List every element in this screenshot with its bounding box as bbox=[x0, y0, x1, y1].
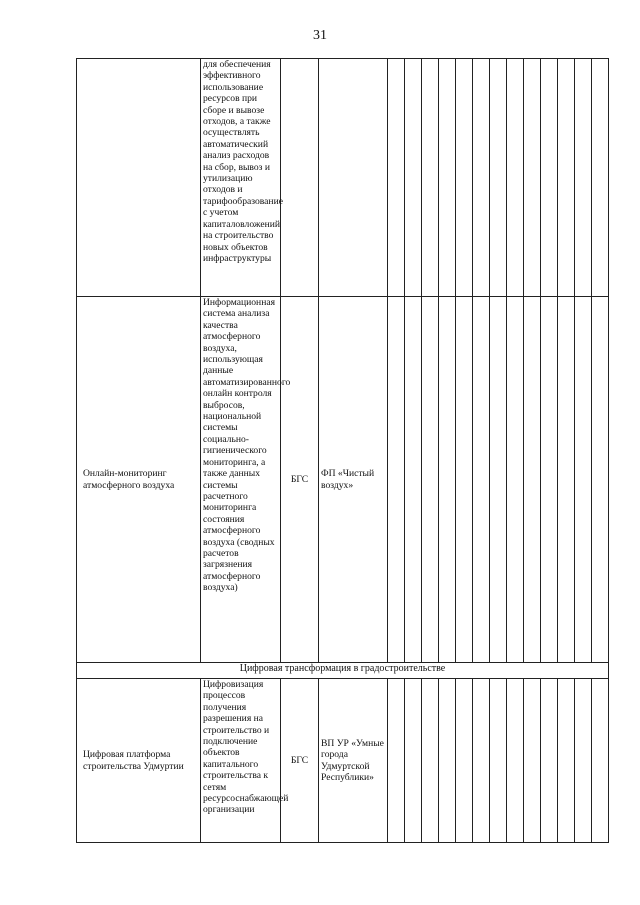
program-cell: ВП УР «Умные города Удмуртской Республики» bbox=[319, 679, 388, 843]
empty-cell bbox=[439, 297, 456, 663]
program-cell bbox=[319, 59, 388, 297]
empty-cell bbox=[490, 679, 507, 843]
project-name-cell: Онлайн-мониторинг атмосферного воздуха bbox=[77, 297, 201, 663]
empty-cell bbox=[592, 59, 609, 297]
empty-cell bbox=[456, 679, 473, 843]
empty-cell bbox=[473, 59, 490, 297]
empty-cell bbox=[439, 59, 456, 297]
section-heading: Цифровая трансформация в градостроительстве bbox=[77, 663, 609, 679]
empty-cell bbox=[456, 297, 473, 663]
empty-cell bbox=[575, 679, 592, 843]
empty-cell bbox=[473, 297, 490, 663]
empty-cell bbox=[422, 679, 439, 843]
description-cell: для обеспечения эффективного использование ресурсов при сборе и вывозе отходов, а также осуществлять автоматический анализ расходов на сбор, вывоз и утилизацию отходов и тарифообразование с учетом капиталовложений на строительство новых объектов инфраструктуры bbox=[201, 59, 281, 297]
project-name-cell: Цифровая платформа строительства Удмуртии bbox=[77, 679, 201, 843]
empty-cell bbox=[388, 59, 405, 297]
empty-cell bbox=[388, 679, 405, 843]
empty-cell bbox=[422, 59, 439, 297]
page-number: 31 bbox=[313, 28, 327, 43]
empty-cell bbox=[405, 679, 422, 843]
empty-cell bbox=[592, 679, 609, 843]
measures-table bbox=[76, 58, 609, 843]
description-cell: Информационная система анализа качества атмосферного воздуха, использующая данные автоматизированного онлайн контроля выбросов, национальной системы социально-гигиенического мониторинга, а также данных системы расчетного мониторинга состояния атмосферного воздуха (сводных расчетов загрязнения атмосферного воздуха) bbox=[201, 297, 281, 663]
empty-cell bbox=[558, 297, 575, 663]
empty-cell bbox=[592, 297, 609, 663]
description-cell: Цифровизация процессов получения разрешения на строительство и подключение объектов капитального строительства к сетям ресурсоснабжающей организации bbox=[201, 679, 281, 843]
empty-cell bbox=[490, 59, 507, 297]
empty-cell bbox=[524, 59, 541, 297]
program-cell: ФП «Чистый воздух» bbox=[319, 297, 388, 663]
project-name-cell bbox=[77, 59, 201, 297]
funding-source-cell: БГС bbox=[281, 679, 319, 843]
empty-cell bbox=[558, 679, 575, 843]
funding-source-cell bbox=[281, 59, 319, 297]
empty-cell bbox=[575, 59, 592, 297]
empty-cell bbox=[405, 297, 422, 663]
empty-cell bbox=[456, 59, 473, 297]
empty-cell bbox=[405, 59, 422, 297]
empty-cell bbox=[541, 297, 558, 663]
empty-cell bbox=[507, 679, 524, 843]
funding-source-cell: БГС bbox=[281, 297, 319, 663]
empty-cell bbox=[524, 297, 541, 663]
empty-cell bbox=[558, 59, 575, 297]
empty-cell bbox=[439, 679, 456, 843]
table-row bbox=[77, 59, 609, 297]
section-heading-row bbox=[77, 663, 609, 679]
table-row bbox=[77, 297, 609, 663]
empty-cell bbox=[541, 679, 558, 843]
empty-cell bbox=[490, 297, 507, 663]
empty-cell bbox=[507, 297, 524, 663]
table-row bbox=[77, 679, 609, 843]
empty-cell bbox=[422, 297, 439, 663]
empty-cell bbox=[575, 297, 592, 663]
empty-cell bbox=[388, 297, 405, 663]
empty-cell bbox=[524, 679, 541, 843]
empty-cell bbox=[507, 59, 524, 297]
empty-cell bbox=[473, 679, 490, 843]
empty-cell bbox=[541, 59, 558, 297]
